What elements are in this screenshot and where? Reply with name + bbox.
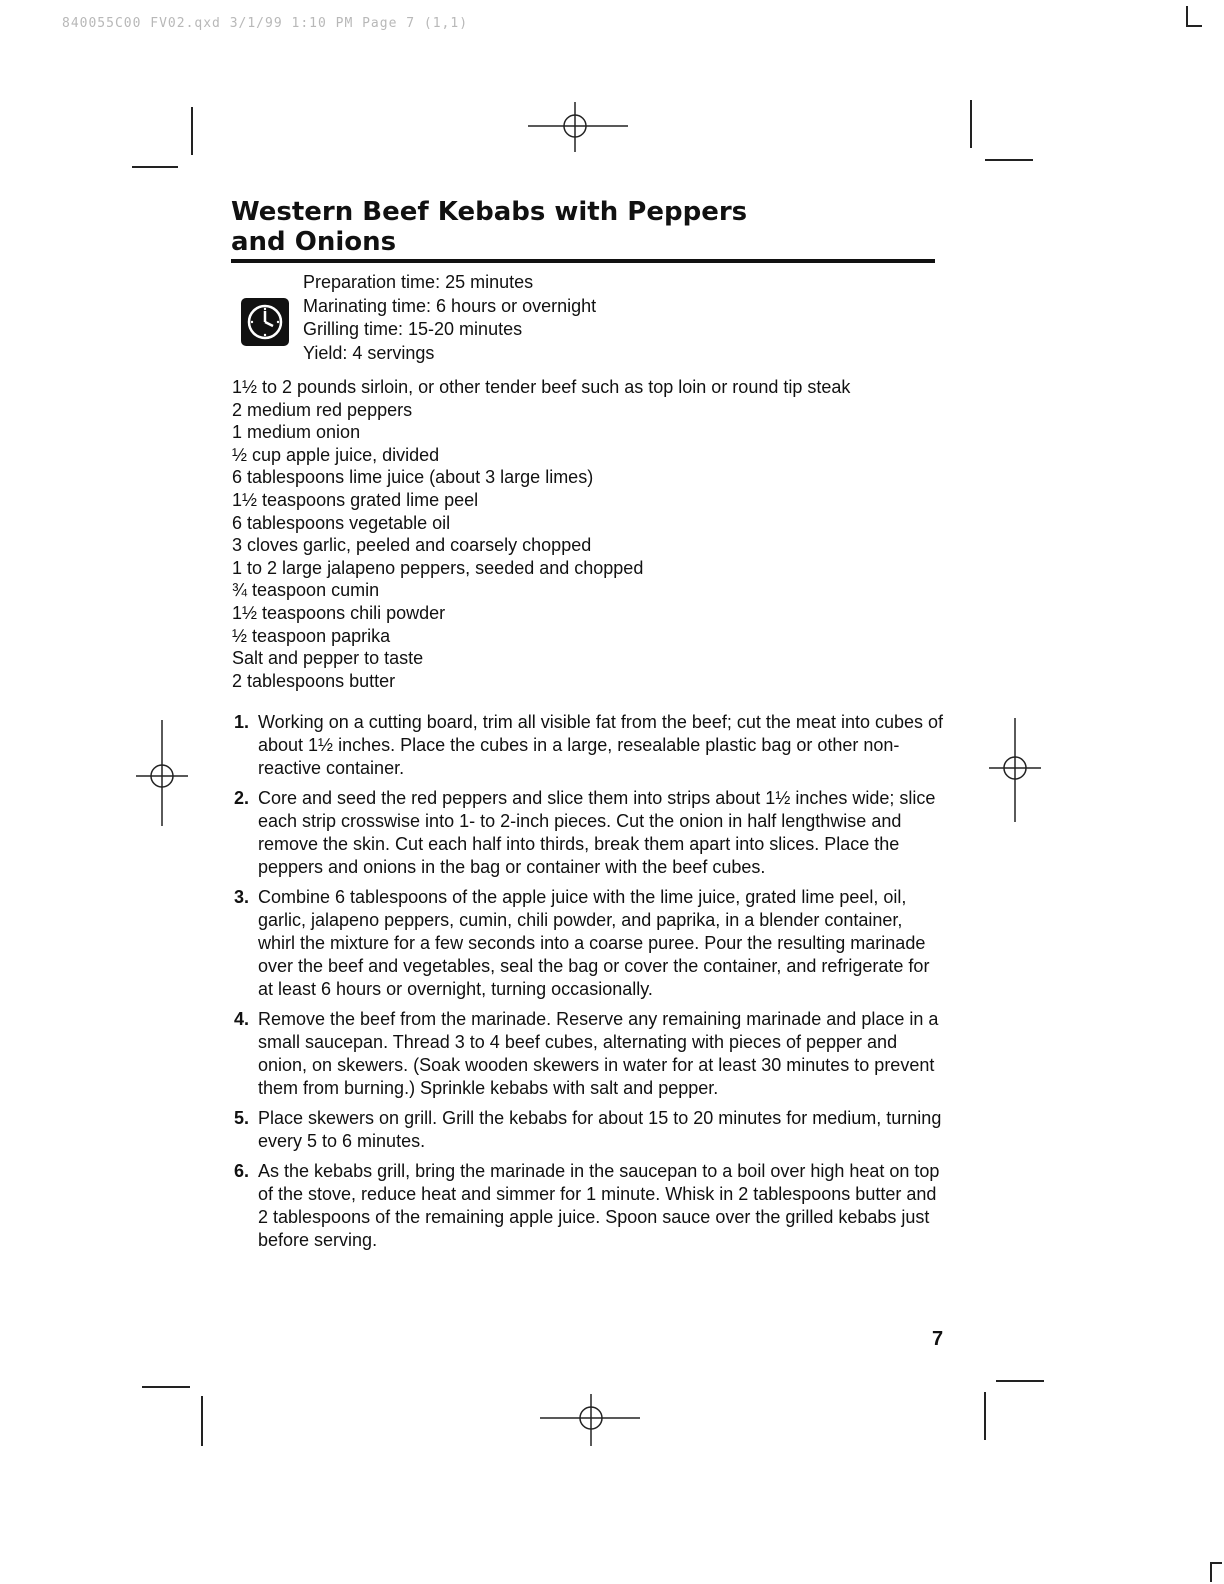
step-number: 3. [234, 887, 250, 907]
crop-mark [132, 166, 178, 168]
crop-mark [985, 159, 1033, 161]
step-number: 1. [234, 712, 250, 732]
ingredient-item: 2 medium red peppers [232, 399, 413, 420]
crop-mark [201, 1396, 203, 1446]
step-text: As the kebabs grill, bring the marinade in the saucepan to a boil over high heat on top of the stove, reduce heat and simmer for 1 minute. Whisk in 2 tablespoons butter and 2 tablespoons of the remaining apple juice. Spoon sauce over the grilled kebabs just before serving. [258, 1161, 940, 1250]
ingredient-list [232, 376, 850, 692]
step-item [232, 886, 944, 1001]
step-item [232, 1008, 944, 1100]
ingredient-item: Salt and pepper to taste [232, 648, 424, 669]
recipe-title [231, 197, 951, 257]
print-slug: 840055C00 FV02.qxd 3/1/99 1:10 PM Page 7 (1,1) [62, 16, 469, 31]
crop-mark [1186, 25, 1202, 27]
step-text: Combine 6 tablespoons of the apple juice with the lime juice, grated lime peel, oil, garlic, jalapeno peppers, cumin, chili powder, and paprika, in a blender container, whirl the mixture for a few seconds into a coarse puree. Pour the resulting marinade over the beef and vegetables, seal the bag or cover the container, and refrigerate for at least 6 hours or overnight, turning occasionally. [258, 887, 930, 999]
step-number: 4. [234, 1009, 250, 1029]
ingredient-item: 3 cloves garlic, peeled and coarsely chopped [232, 535, 592, 556]
title-line-2: and Onions [231, 227, 397, 257]
step-item [232, 787, 944, 879]
ingredient-item: 2 tablespoons butter [232, 670, 396, 691]
crop-mark [191, 107, 193, 155]
ingredient-item: 6 tablespoons lime juice (about 3 large limes) [232, 467, 594, 488]
step-item [232, 711, 944, 780]
page-number: 7 [932, 1328, 944, 1350]
step-number: 2. [234, 788, 250, 808]
step-text: Core and seed the red peppers and slice them into strips about 1½ inches wide; slice each strip crosswise into 1- to 2-inch pieces. Cut the onion in half lengthwise and remove the skin. Cut each half into thirds, break them apart into slices. Place the peppers and onions in the bag or container with the beef cubes. [258, 788, 936, 877]
step-number: 6. [234, 1161, 250, 1181]
clock-icon [241, 298, 289, 346]
crop-mark [1210, 1562, 1222, 1564]
ingredient-item: 1½ to 2 pounds sirloin, or other tender beef such as top loin or round tip steak [232, 377, 851, 397]
step-text: Place skewers on grill. Grill the kebabs for about 15 to 20 minutes for medium, turning every 5 to 6 minutes. [258, 1108, 942, 1151]
ingredient-item: 1½ teaspoons chili powder [232, 602, 446, 623]
ingredient-item: ½ cup apple juice, divided [232, 444, 440, 465]
crop-mark [1210, 1562, 1212, 1582]
grill-time: Grilling time: 15-20 minutes [303, 319, 523, 339]
step-item [232, 1160, 944, 1252]
prep-time: Preparation time: 25 minutes [303, 272, 534, 292]
title-rule [231, 259, 935, 263]
registration-mark [540, 1392, 640, 1452]
crop-mark [970, 100, 972, 148]
crop-mark [142, 1386, 190, 1388]
registration-mark [132, 720, 192, 826]
step-number: 5. [234, 1108, 250, 1128]
ingredient-item: ¾ teaspoon cumin [232, 580, 380, 601]
crop-mark [996, 1380, 1044, 1382]
ingredient-item: 6 tablespoons vegetable oil [232, 512, 451, 533]
ingredient-item: 1 medium onion [232, 422, 361, 443]
marinate-time: Marinating time: 6 hours or overnight [303, 295, 597, 316]
crop-mark [984, 1392, 986, 1440]
ingredient-item: 1 to 2 large jalapeno peppers, seeded and chopped [232, 557, 644, 578]
registration-mark [985, 718, 1045, 822]
registration-mark [528, 96, 628, 156]
timing-info [303, 271, 596, 365]
title-line-1: Western Beef Kebabs with Peppers [231, 197, 748, 227]
instruction-list [232, 711, 944, 1259]
ingredient-item: 1½ teaspoons grated lime peel [232, 489, 479, 510]
step-text: Working on a cutting board, trim all visible fat from the beef; cut the meat into cubes of about 1½ inches. Place the cubes in a large, resealable plastic bag or other non-reactive container. [258, 712, 944, 778]
yield: Yield: 4 servings [303, 342, 435, 363]
crop-mark [1186, 6, 1188, 26]
ingredient-item: ½ teaspoon paprika [232, 625, 391, 646]
step-item [232, 1107, 944, 1153]
step-text: Remove the beef from the marinade. Reserve any remaining marinade and place in a small saucepan. Thread 3 to 4 beef cubes, alternating with pieces of pepper and onion, on skewers. (Soak wooden skewers in water for at least 30 minutes to prevent them from burning.) Sprinkle kebabs with salt and pepper. [258, 1009, 939, 1098]
